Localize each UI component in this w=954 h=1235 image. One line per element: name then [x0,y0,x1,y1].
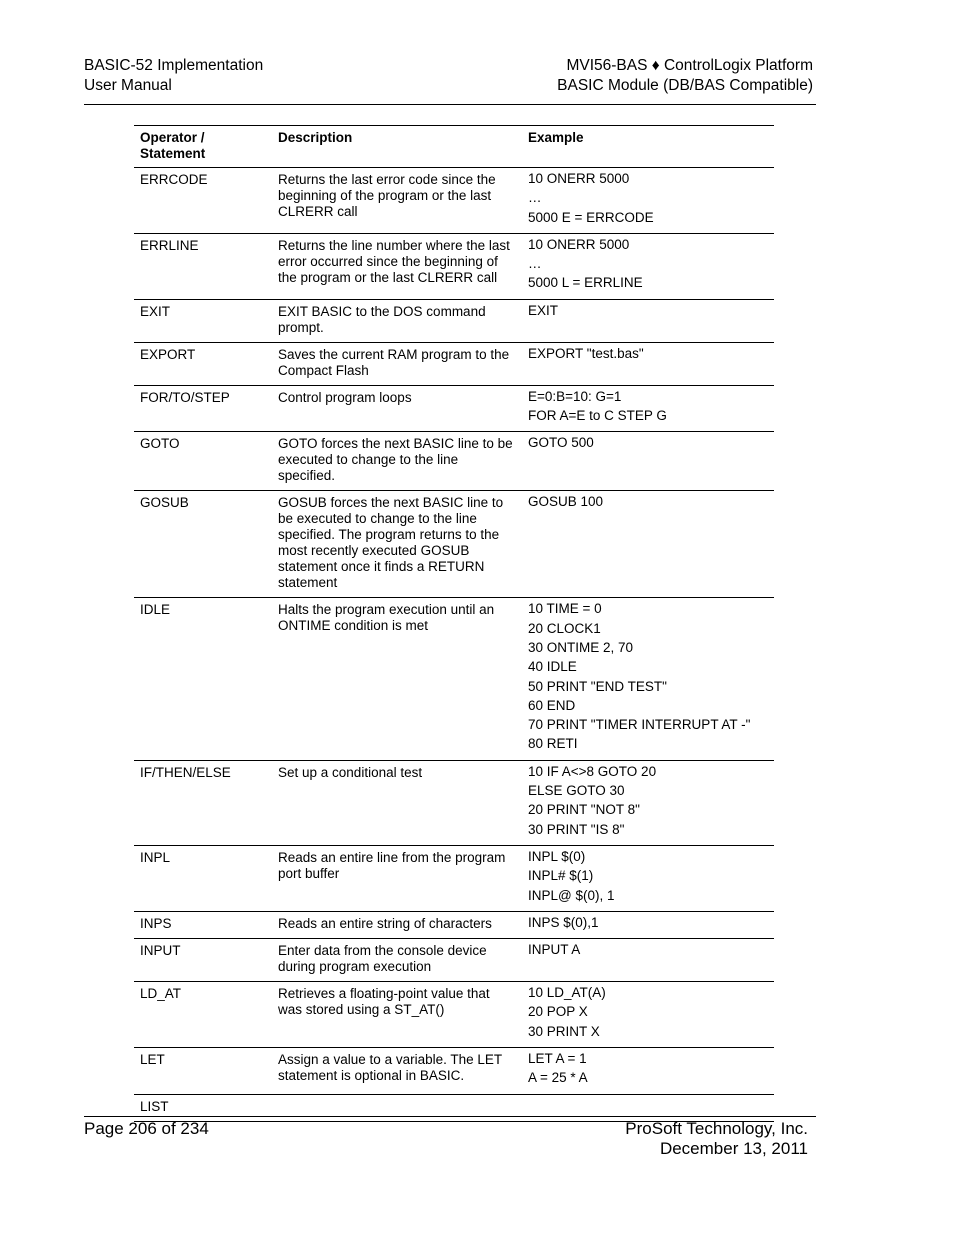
running-header-right [557,56,813,95]
example-line: GOTO 500 [528,435,594,451]
example-cell [522,491,774,598]
example-line: 30 ONTIME 2, 70 [528,639,634,655]
operator-cell: LIST [134,1094,272,1121]
table-row [134,299,774,342]
example-line: FOR A=E to C STEP G [528,408,667,424]
description-cell: Control program loops [272,385,522,432]
column-header-example: Example [522,126,774,168]
example-line: 30 PRINT "IS 8" [528,821,625,837]
table-row [134,491,774,598]
example-line: 20 PRINT "NOT 8" [528,802,640,818]
operator-cell: INPL [134,845,272,911]
table-row [134,1048,774,1095]
table-row [134,760,774,845]
example-line: EXPORT "test.bas" [528,345,644,361]
column-header-operator: Operator / Statement [134,126,272,168]
header-product: MVI56-BAS ♦ ControlLogix Platform [566,57,813,74]
operator-cell: LD_AT [134,982,272,1048]
footer-divider [84,1116,816,1117]
footer-company: ProSoft Technology, Inc. [625,1119,808,1138]
example-line: 10 IF A<>8 GOTO 20 [528,763,657,779]
example-line: 20 POP X [528,1004,588,1020]
description-cell: Retrieves a floating-point value that was stored using a ST_AT() [272,982,522,1048]
example-line: 30 PRINT X [528,1023,600,1039]
description-cell: Assign a value to a variable. The LET statement is optional in BASIC. [272,1048,522,1095]
example-cell [522,168,774,234]
operator-cell: EXPORT [134,342,272,385]
example-line: INPS $(0),1 [528,914,599,930]
operator-cell: INPUT [134,939,272,982]
description-cell: Halts the program execution until an ONTIME condition is met [272,598,522,760]
description-cell: Reads an entire line from the program port buffer [272,845,522,911]
table-row [134,1094,774,1121]
example-line: 10 TIME = 0 [528,601,602,617]
example-line: 10 ONERR 5000 [528,171,630,186]
example-cell [522,233,774,299]
example-line: 10 ONERR 5000 [528,236,630,252]
footer-date: December 13, 2011 [659,1139,808,1158]
header-divider [84,104,816,105]
operator-cell: IDLE [134,598,272,760]
example-line: INPL# $(1) [528,868,594,884]
table-header-row [134,126,774,168]
example-line: INPL $(0) [528,848,586,864]
operator-cell: IF/THEN/ELSE [134,760,272,845]
table-row [134,939,774,982]
example-cell [522,598,774,760]
example-cell [522,982,774,1048]
operator-cell: EXIT [134,299,272,342]
example-cell [522,342,774,385]
example-line: 5000 L = ERRLINE [528,275,643,291]
operator-cell: FOR/TO/STEP [134,385,272,432]
table-row [134,845,774,911]
table-row [134,342,774,385]
example-cell [522,299,774,342]
description-cell: Reads an entire string of characters [272,911,522,938]
footer-page-number: Page 206 of 234 [84,1119,209,1138]
table-row [134,385,774,432]
example-line: 70 PRINT "TIMER INTERRUPT AT -" [528,717,751,733]
table-row [134,911,774,938]
description-cell: Enter data from the console device during program execution [272,939,522,982]
table-body [134,168,774,1122]
example-cell [522,939,774,982]
description-cell: GOSUB forces the next BASIC line to be executed to change to the line specified. The program returns to the most recently executed GOSUB statement once it finds a RETURN statement [272,491,522,598]
example-cell [522,1094,774,1121]
table-row [134,982,774,1048]
description-cell: Returns the last error code since the beginning of the program or the last CLRERR call [272,168,522,234]
operator-cell: GOSUB [134,491,272,598]
description-cell: EXIT BASIC to the DOS command prompt. [272,299,522,342]
description-cell [272,1094,522,1121]
description-cell: Saves the current RAM program to the Compact Flash [272,342,522,385]
example-line: … [528,256,542,272]
example-line: 5000 E = ERRCODE [528,209,654,225]
table-row [134,598,774,760]
example-line: 20 CLOCK1 [528,620,601,636]
example-cell [522,432,774,491]
example-cell [522,385,774,432]
example-line: INPUT A [528,942,581,958]
header-doc-subtitle: User Manual [84,76,172,94]
operator-cell: INPS [134,911,272,938]
running-header-left [84,56,263,95]
example-line: 10 LD_AT(A) [528,985,606,1001]
description-cell: GOTO forces the next BASIC line to be executed to change to the line specified. [272,432,522,491]
example-cell [522,911,774,938]
example-line: EXIT [528,302,559,318]
example-line: E=0:B=10: G=1 [528,388,622,404]
table-row [134,168,774,234]
column-header-description: Description [272,126,522,168]
example-line: 50 PRINT "END TEST" [528,678,667,694]
table-row [134,432,774,491]
footer-right [625,1119,808,1159]
description-cell: Returns the line number where the last error occurred since the beginning of the program or the last CLRERR call [272,233,522,299]
example-line: 60 END [528,697,576,713]
example-line: GOSUB 100 [528,494,604,510]
example-line: ELSE GOTO 30 [528,783,625,799]
operator-cell: GOTO [134,432,272,491]
example-line: A = 25 * A [528,1070,588,1086]
operator-cell: ERRCODE [134,168,272,234]
operator-cell: ERRLINE [134,233,272,299]
example-cell [522,1048,774,1095]
description-cell: Set up a conditional test [272,760,522,845]
example-cell [522,760,774,845]
example-line: 40 IDLE [528,659,577,675]
operator-table [134,125,774,1122]
example-line: … [528,190,542,206]
header-module: BASIC Module (DB/BAS Compatible) [557,76,813,94]
example-line: 80 RETI [528,736,578,752]
example-line: INPL@ $(0), 1 [528,887,615,903]
header-doc-title: BASIC-52 Implementation [84,57,264,74]
example-cell [522,845,774,911]
table-row [134,233,774,299]
example-line: LET A = 1 [528,1051,587,1067]
operator-cell: LET [134,1048,272,1095]
